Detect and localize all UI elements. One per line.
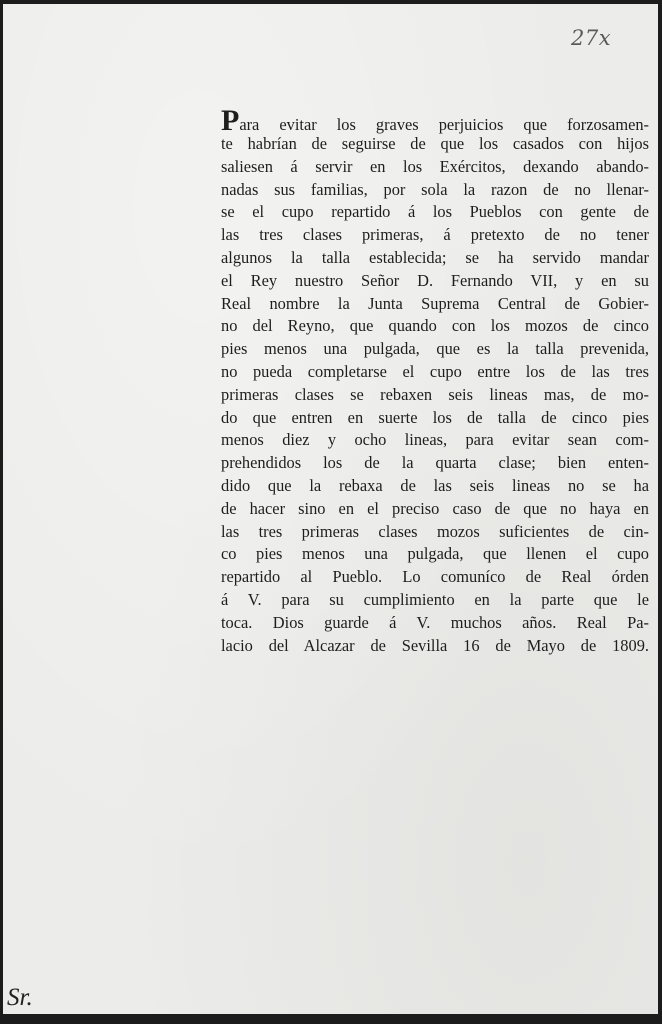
text-line: las tres primeras clases mozos suficientes de cin- xyxy=(221,521,649,541)
text-line: primeras clases se rebaxen seis lineas mas, de mo- xyxy=(221,384,649,404)
text-line: menos diez y ocho lineas, para evitar sean com- xyxy=(221,430,649,450)
text-line-first xyxy=(221,104,649,137)
text-line: Real nombre la Junta Suprema Central de Gobier- xyxy=(221,293,649,313)
folio-number: 27x xyxy=(571,26,612,50)
text-line: á V. para su cumplimiento en la parte que le xyxy=(221,589,649,609)
text-line: dido que la rebaxa de las seis lineas no se ha xyxy=(221,475,649,495)
decree-text xyxy=(221,105,649,657)
text-line-last: lacio del Alcazar de Sevilla 16 de Mayo de 1809. xyxy=(221,635,649,655)
text-line: se el cupo repartido á los Pueblos con gente de xyxy=(221,202,649,222)
text-line: nadas sus familias, por sola la razon de no llenar- xyxy=(221,179,649,199)
text-line: te habrían de seguirse de que los casados con hijos xyxy=(221,134,649,153)
text-line: do que entren en suerte los de talla de cinco pies xyxy=(221,407,649,427)
paper-sheet xyxy=(3,4,658,1014)
text-line: toca. Dios guarde á V. muchos años. Real Pa- xyxy=(221,612,649,632)
initial-letter: P xyxy=(221,104,240,137)
text-line: algunos la talla establecida; se ha servido mandar xyxy=(221,247,649,267)
text-line: saliesen á servir en los Exércitos, dexando abando- xyxy=(221,156,649,176)
text-line: pies menos una pulgada, que es la talla prevenida, xyxy=(221,339,649,359)
text-line: el Rey nuestro Señor D. Fernando VII, y en su xyxy=(221,270,649,290)
text-line: las tres clases primeras, á pretexto de no tener xyxy=(221,225,649,245)
corner-note: Sr. xyxy=(7,984,33,1011)
text-line: no del Reyno, que quando con los mozos de cinco xyxy=(221,316,649,336)
text-line: repartido al Pueblo. Lo comuníco de Real órden xyxy=(221,567,649,587)
text-line: de hacer sino en el preciso caso de que no haya en xyxy=(221,498,649,518)
text-line: co pies menos una pulgada, que llenen el cupo xyxy=(221,544,649,564)
first-line-text: ara evitar los graves perjuicios que forzosamen- xyxy=(239,115,649,134)
text-line: no pueda completarse el cupo entre los de las tres xyxy=(221,361,649,381)
text-line: prehendidos los de la quarta clase; bien enten- xyxy=(221,453,649,473)
